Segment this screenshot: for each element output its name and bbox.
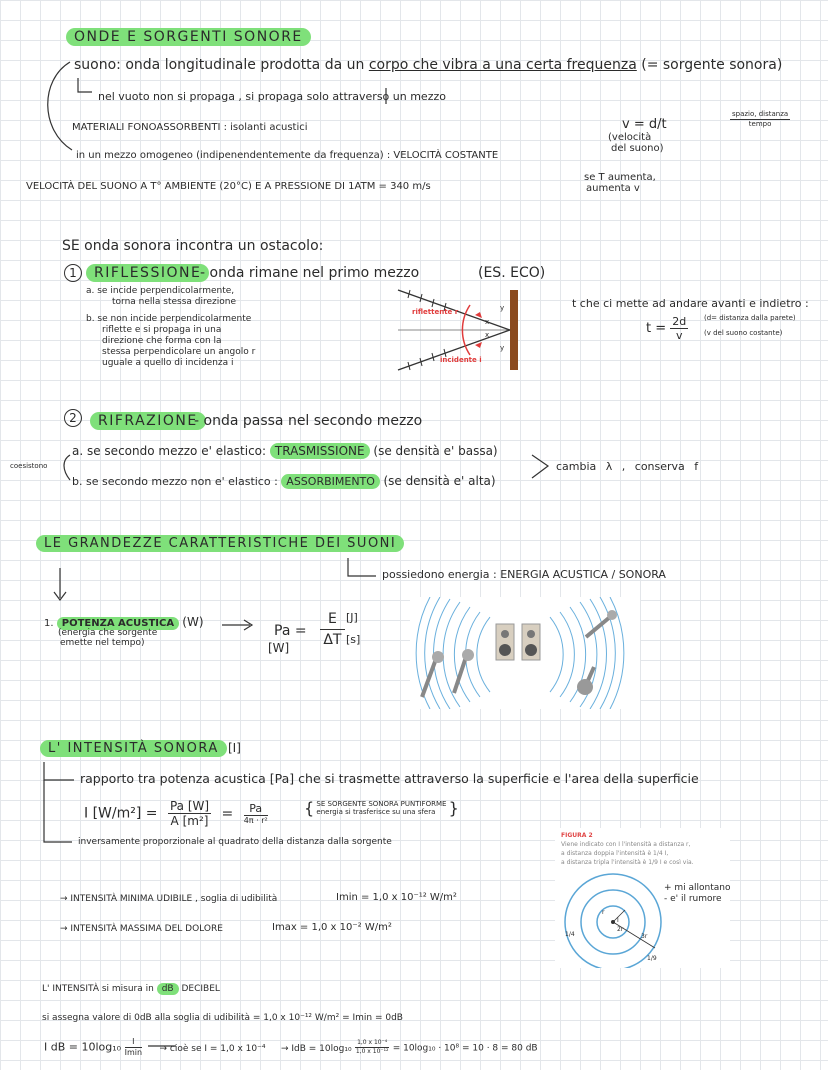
rifr-b-end: (se densità e' alta) [383,474,496,488]
pa-den: ΔT [323,632,342,648]
ostacolo-intro: SE onda sonora incontra un ostacolo: [62,238,324,254]
fig-label-quarter: 1/4 [565,931,575,938]
t-formula-label: t = [646,321,667,336]
i-f1-num: Pa [W] [169,799,210,813]
fig-label-3r: 3r [641,933,648,940]
t-num: 2d [672,315,687,328]
riflessione-label: RIFLESSIONE [86,264,209,282]
suono-text: suono: onda longitudinale prodotta da un [74,57,365,73]
t-note-1: (d= distanza dalla parete) [704,314,796,322]
fig-note-1: + mi allontano [664,883,731,893]
db-highlight: dB [157,983,179,995]
db-frac2-num: 1,0 x 10⁻⁴ [357,1039,388,1046]
figure-2-caption-1: Viene indicato con I l'intensità a distanza r, [561,841,691,848]
fig-label-r: r [602,909,605,916]
imax-line: → INTENSITÀ MASSIMA DEL DOLORE [60,924,223,934]
i-note: { SE SORGENTE SONORA PUNTIFORME energia si trasferisce su una sfera } [304,798,459,818]
es-eco: (ES. ECO) [478,265,546,281]
db-line-1-b: DECIBEL [181,984,220,994]
imin-value: Imin = 1,0 x 10⁻¹² W/m² [336,892,457,903]
db-line-3-c: → IdB = 10log₁₀ [280,1043,352,1054]
potenza-note-2: emette nel tempo) [60,638,145,648]
imin-line: → INTENSITÀ MINIMA UDIBILE , soglia di udibilità [60,894,278,904]
refl-b-5: uguale a quello di incidenza i [102,358,234,368]
materiali-line: MATERIALI FONOASSORBENTI : isolanti acustici [72,122,308,133]
section-title-onde: ONDE E SORGENTI SONORE [66,28,311,46]
potenza-num: 1. [44,618,54,629]
t-den: v [676,329,683,342]
db-line-2: si assegna valore di 0dB alla soglia di udibilità = 1,0 x 10⁻¹² W/m² = Imin = 0dB [42,1013,403,1023]
fig-label-ninth: 1/9 [647,955,657,962]
number-2-circle: 2 [64,409,82,427]
pa-num-unit: [J] [346,611,358,624]
label-x-top: x [485,318,490,326]
i-eq: = [221,805,234,822]
label-riflettente: riflettente r [412,308,459,316]
rifr-a-text: a. se secondo mezzo e' elastico: [72,444,267,458]
arrow-vuoto [78,78,92,92]
db-line-3-a: I dB = 10log₁₀ [44,1040,122,1054]
refl-b-3: direzione che forma con la [102,336,222,346]
arrow-inversamente [44,780,72,842]
db-line-3-d: = 10log₁₀ · 10⁸ = 10 · 8 = 80 dB [392,1043,538,1054]
fig-note-2: - e' il rumore [664,894,722,904]
arrow-rapporto [44,762,74,780]
pa-num: E [320,612,345,630]
inversamente-line: inversamente proporzionale al quadrato della distanza dalla sorgente [78,837,392,847]
pa-unit: [W] [268,641,290,655]
velocity-eq: = d/t [633,117,667,132]
intensita-unit: [I] [228,741,241,755]
db-frac2-den: 1,0 x 10⁻¹² [355,1048,389,1055]
velocity-note-bottom: tempo [748,120,772,128]
coesistono-bracket [64,455,70,480]
suono-underlined: corpo che vibra a una certa frequenza [368,57,637,73]
t-note-2: (v del suono costante) [704,329,783,337]
rifr-b-text: b. se secondo mezzo non e' elastico : [72,475,278,488]
refl-a-2: torna nella stessa direzione [112,297,237,307]
coesistono-label: coesistono [10,462,48,470]
pa-label: Pa = [274,623,307,639]
velocity-caption-2: del suono) [611,143,664,154]
imax-value: Imax = 1,0 x 10⁻² W/m² [272,922,392,933]
t-description: t che ci mette ad andare avanti e indietro : [572,297,809,310]
i-lhs: I [W/m²] = [84,805,158,822]
db-line-3-b: → cioè se I = 1,0 x 10⁻⁴ [159,1043,266,1054]
velocity-note-top: spazio, distanza [732,110,789,118]
refl-b-4: stessa perpendicolare un angolo r [102,347,256,357]
possiedono-energia: possiedono energia : ENERGIA ACUSTICA / SONORA [382,568,666,581]
potenza-unit: (W) [182,615,204,629]
i-f2-num: Pa [244,803,268,816]
db-frac-num: I [125,1038,142,1048]
velocita-ambiente: VELOCITÀ DEL SUONO A T° AMBIENTE (20°C) E A PRESSIONE DI 1ATM = 340 m/s [26,181,431,192]
section-title-grandezze: LE GRANDEZZE CARATTERISTICHE DEI SUONI [36,535,404,552]
figure-2-caption-3: a distanza tripla l'intensità è 1/9 I e così via. [561,859,694,866]
section-title-intensita: L' INTENSITÀ SONORA [40,740,227,757]
i-f2-den: 4π · r² [243,815,268,825]
i-note-2: energia si trasferisce su una sfera [316,808,436,817]
number-1-circle: 1 [64,264,82,282]
pa-den-unit: [s] [346,633,361,646]
refl-b-2: riflette e si propaga in una [102,325,222,335]
arrow-possiedono [348,558,376,576]
rifrazione-label: RIFRAZIONE [90,412,206,430]
figure-2-title: FIGURA 2 [561,832,593,839]
velocity-caption-1: (velocità [608,132,652,143]
trasmissione-label: TRASMISSIONE [270,443,370,459]
i-note-1: SE SORGENTE SONORA PUNTIFORME [316,800,447,808]
label-y-top: y [500,304,505,312]
label-incidente: incidente i [440,356,482,364]
fig-label-i: I [617,917,619,924]
potenza-label: POTENZA ACUSTICA [57,617,179,630]
rifrazione-desc: - onda passa nel secondo mezzo [194,413,423,429]
potenza-note-1: (energia che sorgente [58,628,158,638]
db-line-1-a: L' INTENSITÀ si misura in [42,984,154,994]
suono-end: (= sorgente sonora) [641,57,783,73]
rapporto-line: rapporto tra potenza acustica [Pa] che si trasmette attraverso la superficie e l'area della superficie [80,771,699,786]
fig-label-2r: 2r [617,926,624,933]
cambia-lambda: cambia λ , conserva f [556,460,699,473]
riflessione-desc: - onda rimane nel primo mezzo [200,265,420,281]
cambia-bracket [532,455,548,478]
label-x-bottom: x [485,331,490,339]
vuoto-line: nel vuoto non si propaga , si propaga solo attraverso un mezzo [98,90,446,103]
mezzo-line: in un mezzo omogeneo (indipenendentemente da frequenza) : VELOCITÀ COSTANTE [76,150,499,161]
note-t-1: se T aumenta, [584,172,656,183]
assorbimento-label: ASSORBIMENTO [281,474,380,489]
refl-a-1: a. se incide perpendicolarmente, [86,286,235,296]
rifr-a-end: (se densità e' bassa) [373,444,498,458]
db-frac-den: Imin [124,1048,143,1057]
label-y-bottom: y [500,344,505,352]
i-f1-den: A [m²] [170,814,209,828]
refl-b-1: b. se non incide perpendicolarmente [86,314,252,324]
section1-bracket [48,62,72,150]
velocity-v: v [622,117,630,132]
figure-2-caption-2: a distanza doppia l'intensità è 1/4 I, [561,850,669,857]
note-t-2: aumenta v [586,183,640,194]
